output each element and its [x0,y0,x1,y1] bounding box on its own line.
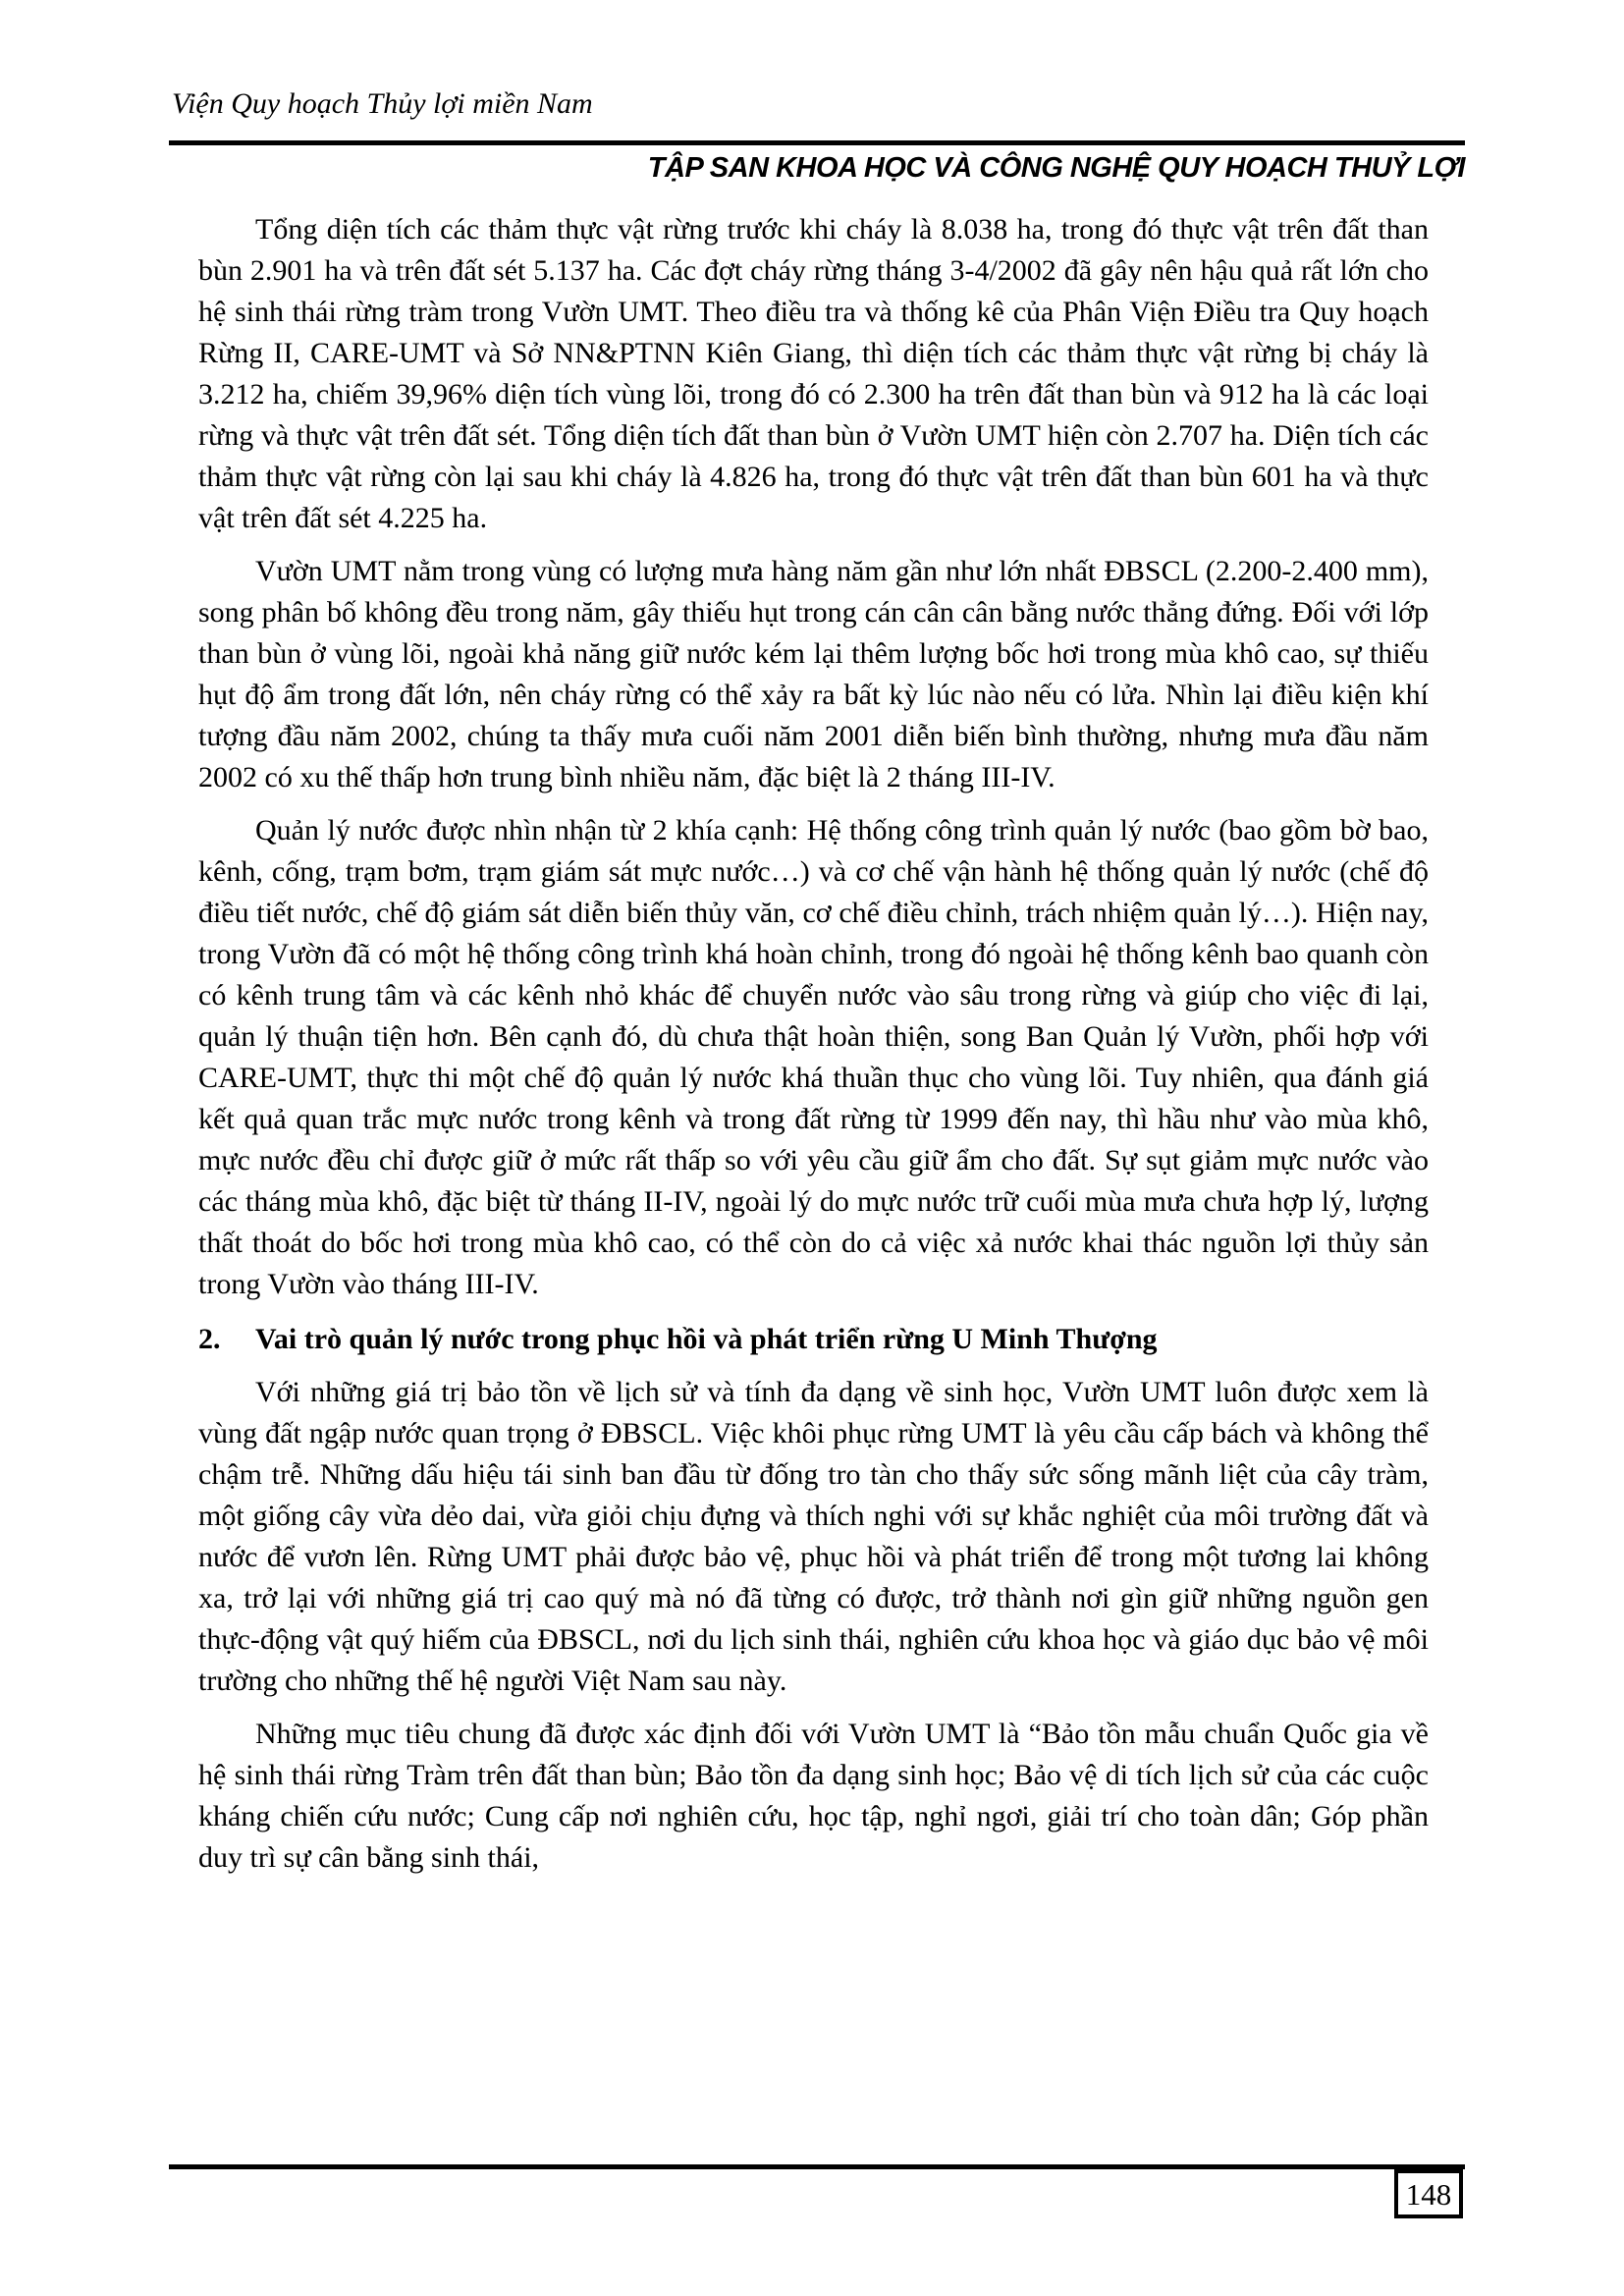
paragraph: Vườn UMT nằm trong vùng có lượng mưa hàng năm gần như lớn nhất ĐBSCL (2.200-2.400 mm), song phân bố không đều trong năm, gây thiếu hụt trong cán cân cân bằng nước thẳng đứng. Đối với lớp than bùn ở vùng lõi, ngoài khả năng giữ nước kém lại thêm lượng bốc hơi trong mùa khô cao, sự thiếu hụt độ ẩm trong đất lớn, nên cháy rừng có thể xảy ra bất kỳ lúc nào nếu có lửa. Nhìn lại điều kiện khí tượng đầu năm 2002, chúng ta thấy mưa cuối năm 2001 diễn biến bình thường, nhưng mưa đầu năm 2002 có xu thế thấp hơn trung bình nhiều năm, đặc biệt là 2 tháng III-IV. [198,555,1429,793]
paragraph: Với những giá trị bảo tồn về lịch sử và tính đa dạng về sinh học, Vườn UMT luôn được xem là vùng đất ngập nước quan trọng ở ĐBSCL. Việc khôi phục rừng UMT là yêu cầu cấp bách và không thể chậm trễ. Những dấu hiệu tái sinh ban đầu từ đống tro tàn cho thấy sức sống mãnh liệt của cây tràm, một giống cây vừa dẻo dai, vừa giỏi chịu đựng và thích nghi với sự khắc nghiệt của môi trường đất và nước để vươn lên. Rừng UMT phải được bảo vệ, phục hồi và phát triển để trong một tương lai không xa, trở lại với những giá trị cao quý mà nó đã từng có được, trở thành nơi gìn giữ những nguồn gen thực-động vật quý hiếm của ĐBSCL, nơi du lịch sinh thái, nghiên cứu khoa học và giáo dục bảo vệ môi trường cho những thế hệ người Việt Nam sau này. [198,1376,1429,1697]
header-institute: Viện Quy hoạch Thủy lợi miền Nam [172,87,593,120]
article-body [198,209,1429,1890]
paragraph: Những mục tiêu chung đã được xác định đối với Vườn UMT là “Bảo tồn mẫu chuẩn Quốc gia về hệ sinh thái rừng Tràm trên đất than bùn; Bảo tồn đa dạng sinh học; Bảo vệ di tích lịch sử của các cuộc kháng chiến cứu nước; Cung cấp nơi nghiên cứu, học tập, nghỉ ngơi, giải trí cho toàn dân; Góp phần duy trì sự cân bằng sinh thái, [198,1718,1429,1874]
page-number: 148 [1405,2176,1452,2212]
footer-rule [169,2164,1465,2169]
journal-title: TẬP SAN KHOA HỌC VÀ CÔNG NGHỆ QUY HOẠCH THUỶ LỢI [647,152,1465,184]
section-number: 2. [198,1323,221,1355]
section-heading [198,1319,1429,1360]
paragraph: Quản lý nước được nhìn nhận từ 2 khía cạnh: Hệ thống công trình quản lý nước (bao gồm bờ bao, kênh, cống, trạm bơm, trạm giám sát mực nước…) và cơ chế vận hành hệ thống quản lý nước (chế độ điều tiết nước, chế độ giám sát diễn biến thủy văn, cơ chế điều chỉnh, trách nhiệm quản lý…). Hiện nay, trong Vườn đã có một hệ thống công trình khá hoàn chỉnh, trong đó ngoài hệ thống kênh bao quanh còn có kênh trung tâm và các kênh nhỏ khác để chuyển nước vào sâu trong rừng và giúp cho việc đi lại, quản lý thuận tiện hơn. Bên cạnh đó, dù chưa thật hoàn thiện, song Ban Quản lý Vườn, phối hợp với CARE-UMT, thực thi một chế độ quản lý nước khá thuần thục cho vùng lõi. Tuy nhiên, qua đánh giá kết quả quan trắc mực nước trong kênh và trong đất rừng từ 1999 đến nay, thì hầu như vào mùa khô, mực nước đều chỉ được giữ ở mức rất thấp so với yêu cầu giữ ẩm cho đất. Sự sụt giảm mực nước vào các tháng mùa khô, đặc biệt từ tháng II-IV, ngoài lý do mực nước trữ cuối mùa mưa chưa hợp lý, lượng thất thoát do bốc hơi trong mùa khô cao, có thể còn do cả việc xả nước khai thác nguồn lợi thủy sản trong Vườn vào tháng III-IV. [198,814,1429,1300]
page-number-box [1394,2169,1463,2218]
header-rule [169,140,1465,145]
paragraph: Tổng diện tích các thảm thực vật rừng trước khi cháy là 8.038 ha, trong đó thực vật trên đất than bùn 2.901 ha và trên đất sét 5.137 ha. Các đợt cháy rừng tháng 3-4/2002 đã gây nên hậu quả rất lớn cho hệ sinh thái rừng tràm trong Vườn UMT. Theo điều tra và thống kê của Phân Viện Điều tra Quy hoạch Rừng II, CARE-UMT và Sở NN&PTNN Kiên Giang, thì diện tích các thảm thực vật rừng bị cháy là 3.212 ha, chiếm 39,96% diện tích vùng lõi, trong đó có 2.300 ha trên đất than bùn và 912 ha là các loại rừng và thực vật trên đất sét. Tổng diện tích đất than bùn ở Vườn UMT hiện còn 2.707 ha. Diện tích các thảm thực vật rừng còn lại sau khi cháy là 4.826 ha, trong đó thực vật trên đất than bùn 601 ha và thực vật trên đất sét 4.225 ha. [198,213,1429,534]
section-title: Vai trò quản lý nước trong phục hồi và phát triển rừng U Minh Thượng [255,1323,1158,1355]
